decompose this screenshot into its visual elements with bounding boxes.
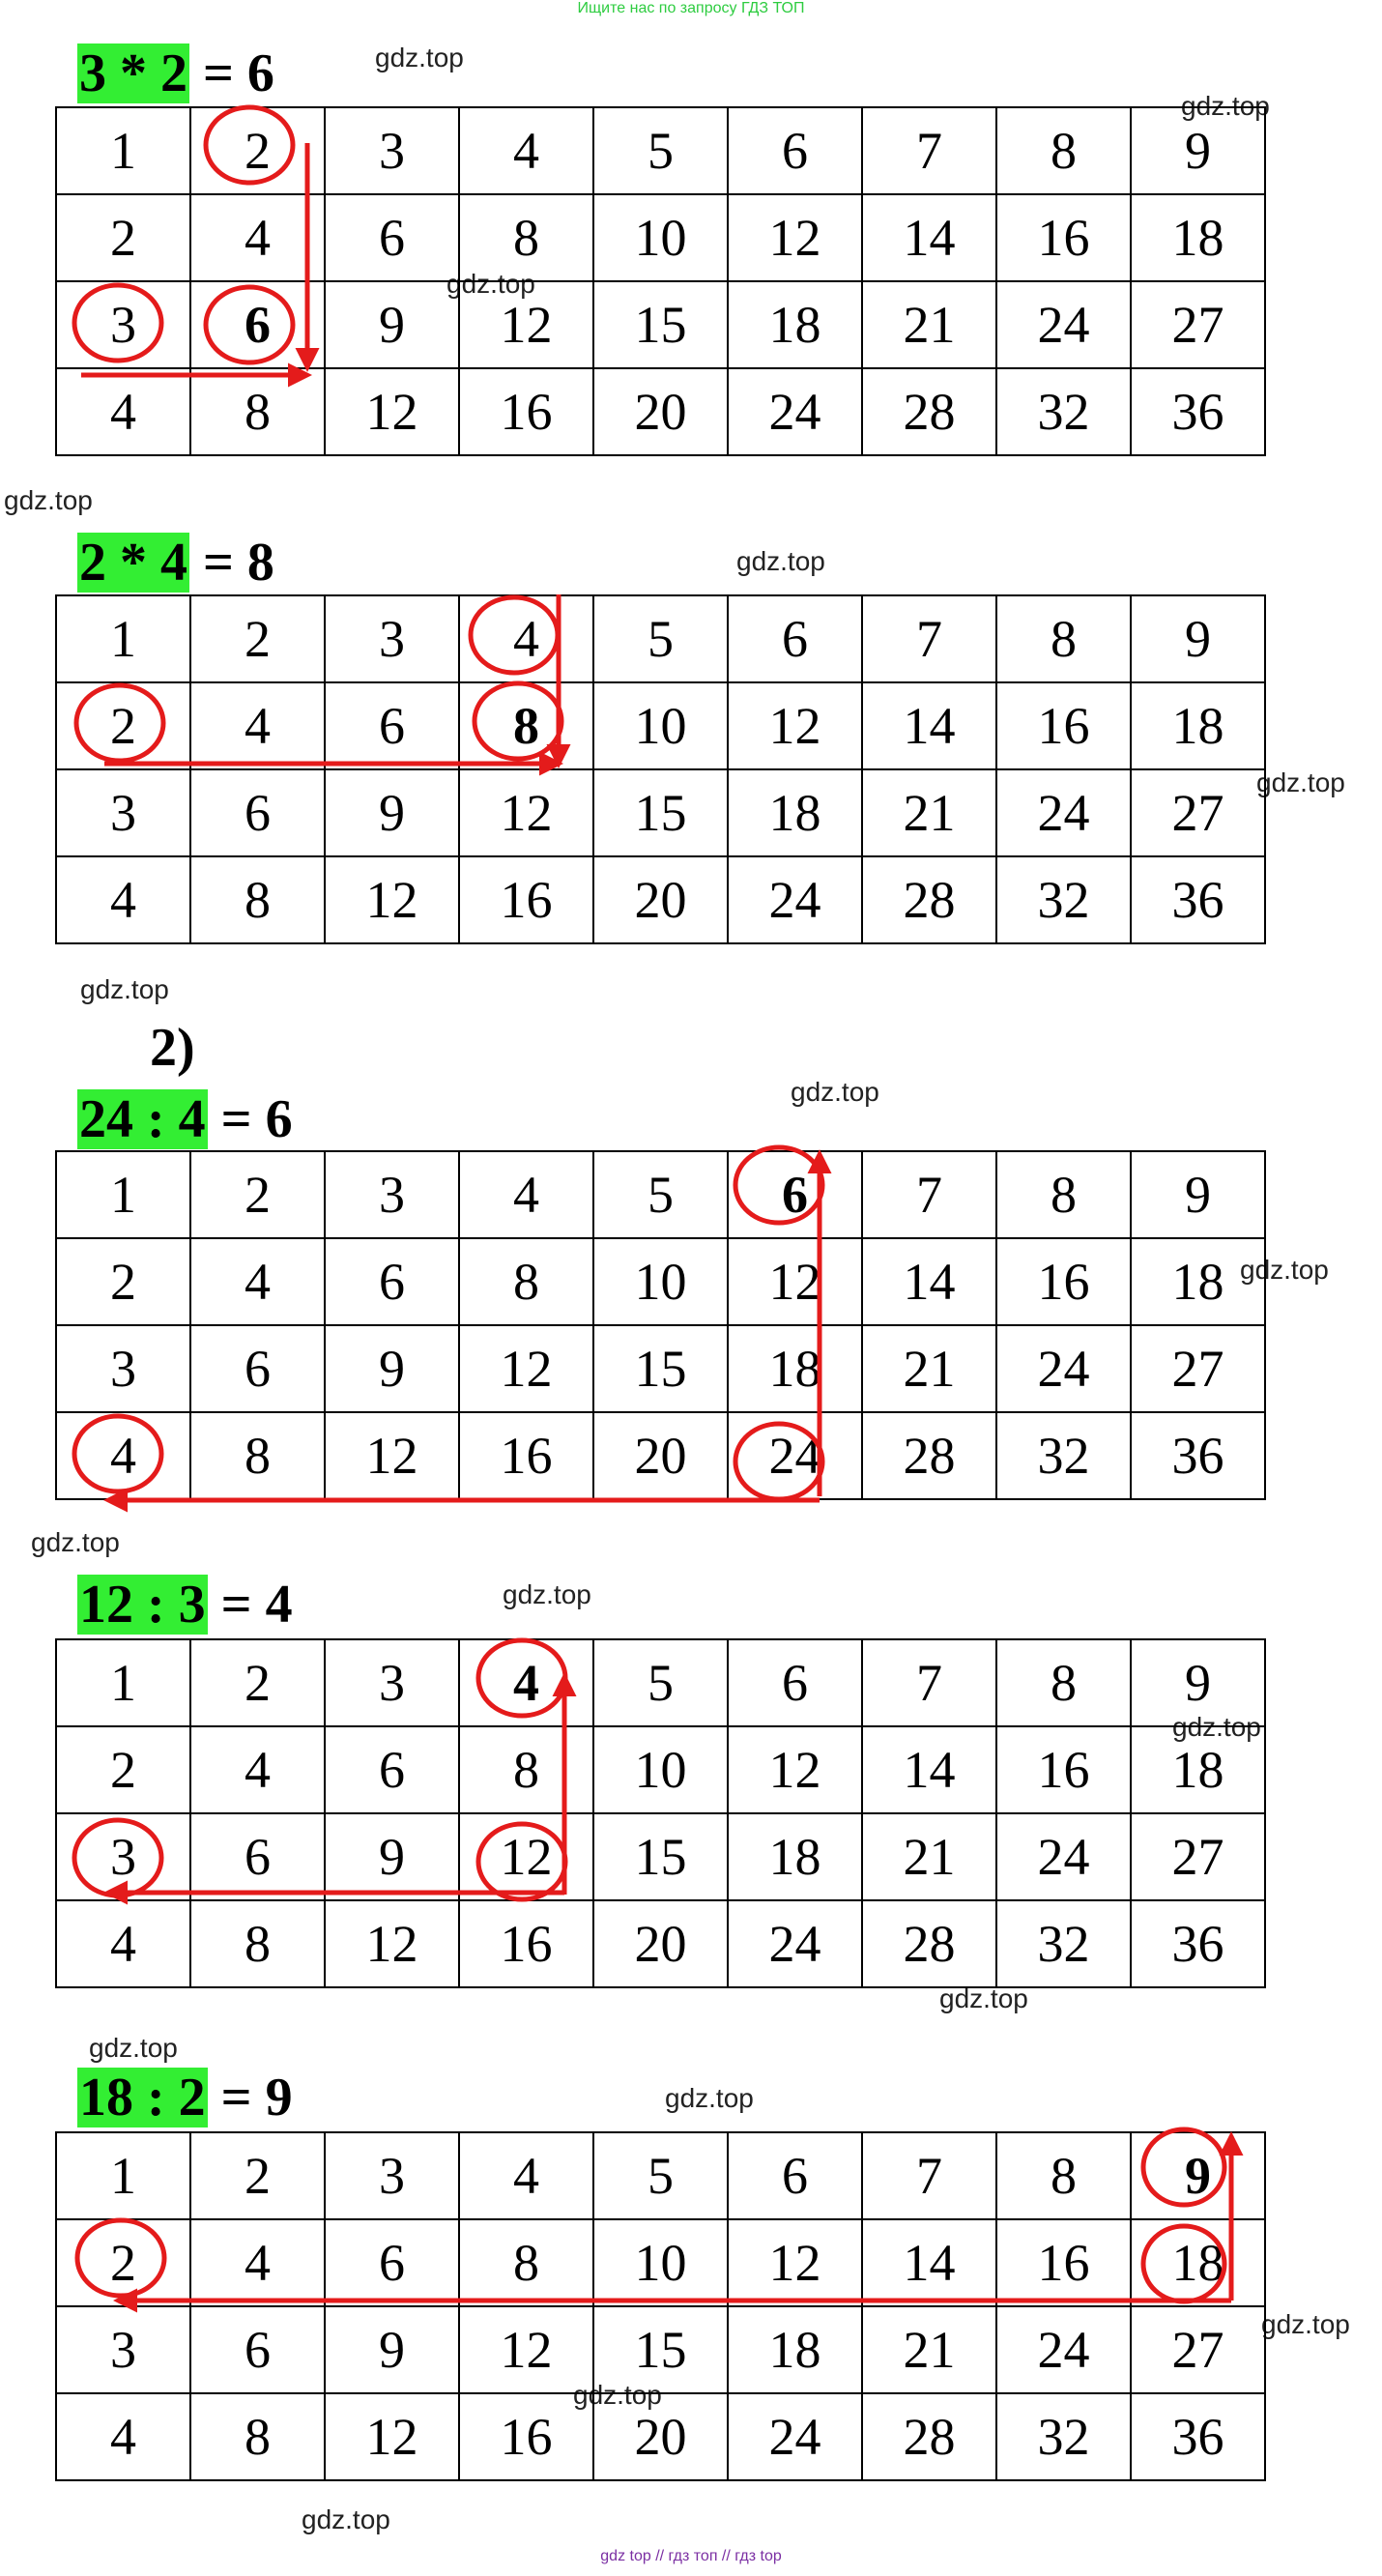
table-cell: 18 bbox=[1131, 682, 1265, 769]
table-cell: 32 bbox=[996, 2393, 1131, 2480]
table-cell: 24 bbox=[728, 1900, 862, 1987]
table-cell: 2 bbox=[56, 682, 190, 769]
table-cell: 6 bbox=[190, 2306, 325, 2393]
table-cell: 28 bbox=[862, 2393, 996, 2480]
table-cell: 6 bbox=[728, 595, 862, 682]
table-cell: 12 bbox=[728, 1726, 862, 1813]
watermark: gdz.top bbox=[573, 2380, 662, 2410]
watermark: gdz.top bbox=[1181, 91, 1270, 121]
watermark: gdz.top bbox=[503, 1579, 591, 1609]
table-cell: 27 bbox=[1131, 769, 1265, 856]
table-row bbox=[56, 595, 1265, 682]
table-row bbox=[56, 2219, 1265, 2306]
table-cell: 1 bbox=[56, 1151, 190, 1238]
table-cell: 2 bbox=[56, 194, 190, 281]
table-cell: 6 bbox=[325, 1238, 459, 1325]
table-cell: 28 bbox=[862, 1900, 996, 1987]
table-cell: 12 bbox=[325, 2393, 459, 2480]
table-cell: 12 bbox=[325, 1412, 459, 1499]
table-cell: 4 bbox=[459, 107, 593, 194]
table-cell: 12 bbox=[728, 682, 862, 769]
table-cell: 4 bbox=[56, 368, 190, 455]
table-cell: 9 bbox=[325, 1325, 459, 1412]
table-cell: 27 bbox=[1131, 2306, 1265, 2393]
table-cell: 1 bbox=[56, 595, 190, 682]
table-cell: 3 bbox=[325, 2132, 459, 2219]
watermark: gdz.top bbox=[1256, 767, 1345, 797]
table-cell: 3 bbox=[325, 595, 459, 682]
table-cell: 24 bbox=[996, 769, 1131, 856]
table-cell: 1 bbox=[56, 2132, 190, 2219]
table-cell: 10 bbox=[593, 1238, 728, 1325]
table-cell: 3 bbox=[56, 281, 190, 368]
table-cell: 3 bbox=[325, 1151, 459, 1238]
table-cell: 6 bbox=[325, 2219, 459, 2306]
result: = 9 bbox=[207, 2068, 293, 2127]
table-cell: 6 bbox=[728, 1151, 862, 1238]
table-cell: 15 bbox=[593, 1813, 728, 1900]
table-cell: 9 bbox=[1131, 595, 1265, 682]
table-cell: 20 bbox=[593, 2393, 728, 2480]
multiplication-table bbox=[55, 1150, 1266, 1500]
table-cell: 8 bbox=[996, 595, 1131, 682]
table-cell: 16 bbox=[459, 368, 593, 455]
table-cell: 24 bbox=[996, 1813, 1131, 1900]
expression-highlight: 24 : 4 bbox=[79, 1089, 206, 1149]
table-cell: 4 bbox=[190, 2219, 325, 2306]
expression-highlight: 2 * 4 bbox=[79, 533, 187, 593]
table-row bbox=[56, 194, 1265, 281]
table-row bbox=[56, 1726, 1265, 1813]
result: = 6 bbox=[207, 1089, 293, 1149]
table-cell: 8 bbox=[190, 2393, 325, 2480]
table-cell: 16 bbox=[459, 1900, 593, 1987]
table-cell: 3 bbox=[56, 1813, 190, 1900]
table-cell: 9 bbox=[325, 769, 459, 856]
table-cell: 12 bbox=[728, 2219, 862, 2306]
table-cell: 2 bbox=[190, 595, 325, 682]
table-cell: 18 bbox=[728, 1325, 862, 1412]
watermark: gdz.top bbox=[736, 546, 825, 576]
table-cell: 8 bbox=[996, 1151, 1131, 1238]
table-cell: 8 bbox=[190, 368, 325, 455]
watermark: gdz.top bbox=[1172, 1712, 1261, 1742]
table-cell: 12 bbox=[325, 368, 459, 455]
problem-heading bbox=[77, 43, 274, 104]
table-cell: 4 bbox=[190, 1238, 325, 1325]
table-cell: 32 bbox=[996, 1412, 1131, 1499]
table-cell: 3 bbox=[325, 1639, 459, 1726]
watermark: gdz.top bbox=[80, 974, 169, 1004]
table-cell: 4 bbox=[459, 595, 593, 682]
table-cell: 10 bbox=[593, 2219, 728, 2306]
table-cell: 32 bbox=[996, 856, 1131, 943]
table-cell: 20 bbox=[593, 368, 728, 455]
watermark: gdz.top bbox=[1240, 1255, 1329, 1285]
table-cell: 8 bbox=[459, 1238, 593, 1325]
table-cell: 28 bbox=[862, 368, 996, 455]
table-cell: 12 bbox=[728, 1238, 862, 1325]
watermark: gdz.top bbox=[939, 1983, 1028, 2013]
table-cell: 9 bbox=[1131, 1151, 1265, 1238]
table-cell: 24 bbox=[996, 2306, 1131, 2393]
table-cell: 4 bbox=[459, 2132, 593, 2219]
table-cell: 14 bbox=[862, 682, 996, 769]
table-cell: 6 bbox=[325, 1726, 459, 1813]
table-cell: 5 bbox=[593, 595, 728, 682]
watermark: gdz.top bbox=[791, 1077, 879, 1107]
table-row bbox=[56, 856, 1265, 943]
table-cell: 4 bbox=[56, 1900, 190, 1987]
table-cell: 2 bbox=[190, 1151, 325, 1238]
table-cell: 7 bbox=[862, 107, 996, 194]
table-cell: 18 bbox=[728, 2306, 862, 2393]
table-cell: 28 bbox=[862, 1412, 996, 1499]
table-cell: 2 bbox=[190, 2132, 325, 2219]
table-cell: 6 bbox=[190, 1325, 325, 1412]
table-cell: 15 bbox=[593, 2306, 728, 2393]
table-cell: 7 bbox=[862, 2132, 996, 2219]
table-cell: 16 bbox=[996, 194, 1131, 281]
table-cell: 2 bbox=[56, 2219, 190, 2306]
table-cell: 5 bbox=[593, 1151, 728, 1238]
multiplication-table bbox=[55, 1638, 1266, 1988]
problem-heading bbox=[77, 1574, 293, 1635]
problem-heading bbox=[77, 532, 274, 593]
table-cell: 9 bbox=[325, 2306, 459, 2393]
table-cell: 32 bbox=[996, 368, 1131, 455]
table-cell: 8 bbox=[996, 2132, 1131, 2219]
table-cell: 4 bbox=[190, 682, 325, 769]
table-cell: 10 bbox=[593, 194, 728, 281]
table-cell: 3 bbox=[56, 2306, 190, 2393]
table-row bbox=[56, 1238, 1265, 1325]
table-cell: 1 bbox=[56, 1639, 190, 1726]
table-cell: 8 bbox=[459, 682, 593, 769]
table-cell: 4 bbox=[190, 194, 325, 281]
table-cell: 8 bbox=[996, 1639, 1131, 1726]
table-cell: 14 bbox=[862, 2219, 996, 2306]
table-cell: 4 bbox=[190, 1726, 325, 1813]
table-cell: 12 bbox=[325, 1900, 459, 1987]
table-cell: 6 bbox=[325, 194, 459, 281]
table-cell: 10 bbox=[593, 682, 728, 769]
table-cell: 12 bbox=[325, 856, 459, 943]
table-row bbox=[56, 1325, 1265, 1412]
multiplication-table bbox=[55, 2131, 1266, 2481]
table-cell: 2 bbox=[56, 1726, 190, 1813]
table-cell: 24 bbox=[996, 1325, 1131, 1412]
table-cell: 6 bbox=[190, 281, 325, 368]
table-cell: 9 bbox=[1131, 2132, 1265, 2219]
table-cell: 6 bbox=[728, 2132, 862, 2219]
table-cell: 7 bbox=[862, 595, 996, 682]
table-cell: 12 bbox=[459, 769, 593, 856]
table-cell: 21 bbox=[862, 2306, 996, 2393]
table-row bbox=[56, 107, 1265, 194]
watermark: gdz.top bbox=[446, 269, 535, 299]
table-cell: 12 bbox=[459, 1813, 593, 1900]
table-cell: 12 bbox=[728, 194, 862, 281]
table-cell: 24 bbox=[728, 856, 862, 943]
table-cell: 24 bbox=[996, 281, 1131, 368]
table-cell: 18 bbox=[1131, 1726, 1265, 1813]
table-row bbox=[56, 769, 1265, 856]
watermark: gdz.top bbox=[302, 2504, 390, 2534]
multiplication-table bbox=[55, 594, 1266, 944]
table-cell: 8 bbox=[190, 1412, 325, 1499]
watermark: gdz.top bbox=[31, 1527, 120, 1557]
table-cell: 6 bbox=[190, 769, 325, 856]
table-cell: 18 bbox=[1131, 194, 1265, 281]
table-cell: 16 bbox=[996, 1726, 1131, 1813]
table-cell: 14 bbox=[862, 194, 996, 281]
table-cell: 24 bbox=[728, 368, 862, 455]
table-cell: 5 bbox=[593, 2132, 728, 2219]
table-row bbox=[56, 368, 1265, 455]
table-row bbox=[56, 2306, 1265, 2393]
table-cell: 21 bbox=[862, 1813, 996, 1900]
table-row bbox=[56, 1151, 1265, 1238]
table-cell: 8 bbox=[459, 194, 593, 281]
table-cell: 8 bbox=[459, 2219, 593, 2306]
table-cell: 36 bbox=[1131, 368, 1265, 455]
search-banner: Ищите нас по запросу ГДЗ ТОП bbox=[577, 0, 805, 16]
result: = 8 bbox=[189, 533, 274, 593]
table-cell: 15 bbox=[593, 769, 728, 856]
expression-highlight: 12 : 3 bbox=[79, 1575, 206, 1635]
table-cell: 2 bbox=[56, 1238, 190, 1325]
table-cell: 6 bbox=[325, 682, 459, 769]
table-cell: 18 bbox=[728, 281, 862, 368]
table-cell: 28 bbox=[862, 856, 996, 943]
table-cell: 3 bbox=[56, 769, 190, 856]
table-row bbox=[56, 1412, 1265, 1499]
table-cell: 6 bbox=[728, 1639, 862, 1726]
table-cell: 18 bbox=[728, 769, 862, 856]
table-cell: 27 bbox=[1131, 1813, 1265, 1900]
table-cell: 1 bbox=[56, 107, 190, 194]
table-row bbox=[56, 1813, 1265, 1900]
table-cell: 4 bbox=[56, 856, 190, 943]
table-cell: 32 bbox=[996, 1900, 1131, 1987]
table-cell: 21 bbox=[862, 1325, 996, 1412]
table-cell: 2 bbox=[190, 107, 325, 194]
table-cell: 36 bbox=[1131, 2393, 1265, 2480]
table-row bbox=[56, 1900, 1265, 1987]
multiplication-table bbox=[55, 106, 1266, 456]
table-cell: 24 bbox=[728, 1412, 862, 1499]
table-cell: 6 bbox=[190, 1813, 325, 1900]
table-cell: 9 bbox=[325, 1813, 459, 1900]
part-label: 2) bbox=[150, 1018, 195, 1078]
table-row bbox=[56, 1639, 1265, 1726]
table-cell: 9 bbox=[1131, 107, 1265, 194]
table-cell: 36 bbox=[1131, 856, 1265, 943]
table-cell: 3 bbox=[325, 107, 459, 194]
table-cell: 12 bbox=[459, 2306, 593, 2393]
footer-watermark: gdz top // гдз топ // гдз top bbox=[600, 2548, 782, 2564]
table-cell: 20 bbox=[593, 1412, 728, 1499]
table-cell: 15 bbox=[593, 281, 728, 368]
table-cell: 14 bbox=[862, 1238, 996, 1325]
expression-highlight: 3 * 2 bbox=[79, 43, 187, 103]
problem-heading bbox=[77, 2067, 293, 2128]
table-cell: 6 bbox=[728, 107, 862, 194]
result: = 6 bbox=[189, 43, 274, 103]
watermark: gdz.top bbox=[375, 43, 464, 72]
table-cell: 3 bbox=[56, 1325, 190, 1412]
watermark: gdz.top bbox=[665, 2083, 754, 2113]
table-cell: 4 bbox=[56, 1412, 190, 1499]
table-cell: 5 bbox=[593, 107, 728, 194]
table-cell: 20 bbox=[593, 1900, 728, 1987]
table-cell: 36 bbox=[1131, 1900, 1265, 1987]
table-cell: 18 bbox=[1131, 2219, 1265, 2306]
table-row bbox=[56, 2393, 1265, 2480]
table-row bbox=[56, 682, 1265, 769]
table-cell: 16 bbox=[996, 2219, 1131, 2306]
table-cell: 8 bbox=[190, 856, 325, 943]
table-cell: 18 bbox=[728, 1813, 862, 1900]
expression-highlight: 18 : 2 bbox=[79, 2068, 206, 2127]
table-cell: 4 bbox=[56, 2393, 190, 2480]
watermark: gdz.top bbox=[4, 485, 93, 515]
table-cell: 7 bbox=[862, 1639, 996, 1726]
table-cell: 27 bbox=[1131, 281, 1265, 368]
table-cell: 8 bbox=[190, 1900, 325, 1987]
table-cell: 20 bbox=[593, 856, 728, 943]
table-cell: 4 bbox=[459, 1639, 593, 1726]
table-cell: 21 bbox=[862, 281, 996, 368]
watermark: gdz.top bbox=[89, 2033, 178, 2063]
table-cell: 16 bbox=[996, 1238, 1131, 1325]
table-cell: 2 bbox=[190, 1639, 325, 1726]
table-cell: 18 bbox=[1131, 1238, 1265, 1325]
table-cell: 12 bbox=[459, 1325, 593, 1412]
table-cell: 14 bbox=[862, 1726, 996, 1813]
table-cell: 9 bbox=[325, 281, 459, 368]
table-cell: 16 bbox=[996, 682, 1131, 769]
table-cell: 24 bbox=[728, 2393, 862, 2480]
watermark: gdz.top bbox=[1261, 2309, 1350, 2339]
table-cell: 10 bbox=[593, 1726, 728, 1813]
table-cell: 16 bbox=[459, 2393, 593, 2480]
table-cell: 36 bbox=[1131, 1412, 1265, 1499]
table-cell: 15 bbox=[593, 1325, 728, 1412]
table-row bbox=[56, 281, 1265, 368]
table-cell: 27 bbox=[1131, 1325, 1265, 1412]
table-cell: 16 bbox=[459, 1412, 593, 1499]
table-cell: 9 bbox=[1131, 1639, 1265, 1726]
table-row bbox=[56, 2132, 1265, 2219]
table-cell: 5 bbox=[593, 1639, 728, 1726]
table-cell: 7 bbox=[862, 1151, 996, 1238]
table-cell: 4 bbox=[459, 1151, 593, 1238]
table-cell: 16 bbox=[459, 856, 593, 943]
problem-heading bbox=[77, 1088, 293, 1150]
result: = 4 bbox=[207, 1575, 293, 1635]
table-cell: 21 bbox=[862, 769, 996, 856]
table-cell: 8 bbox=[459, 1726, 593, 1813]
table-cell: 8 bbox=[996, 107, 1131, 194]
table-cell: 12 bbox=[459, 281, 593, 368]
